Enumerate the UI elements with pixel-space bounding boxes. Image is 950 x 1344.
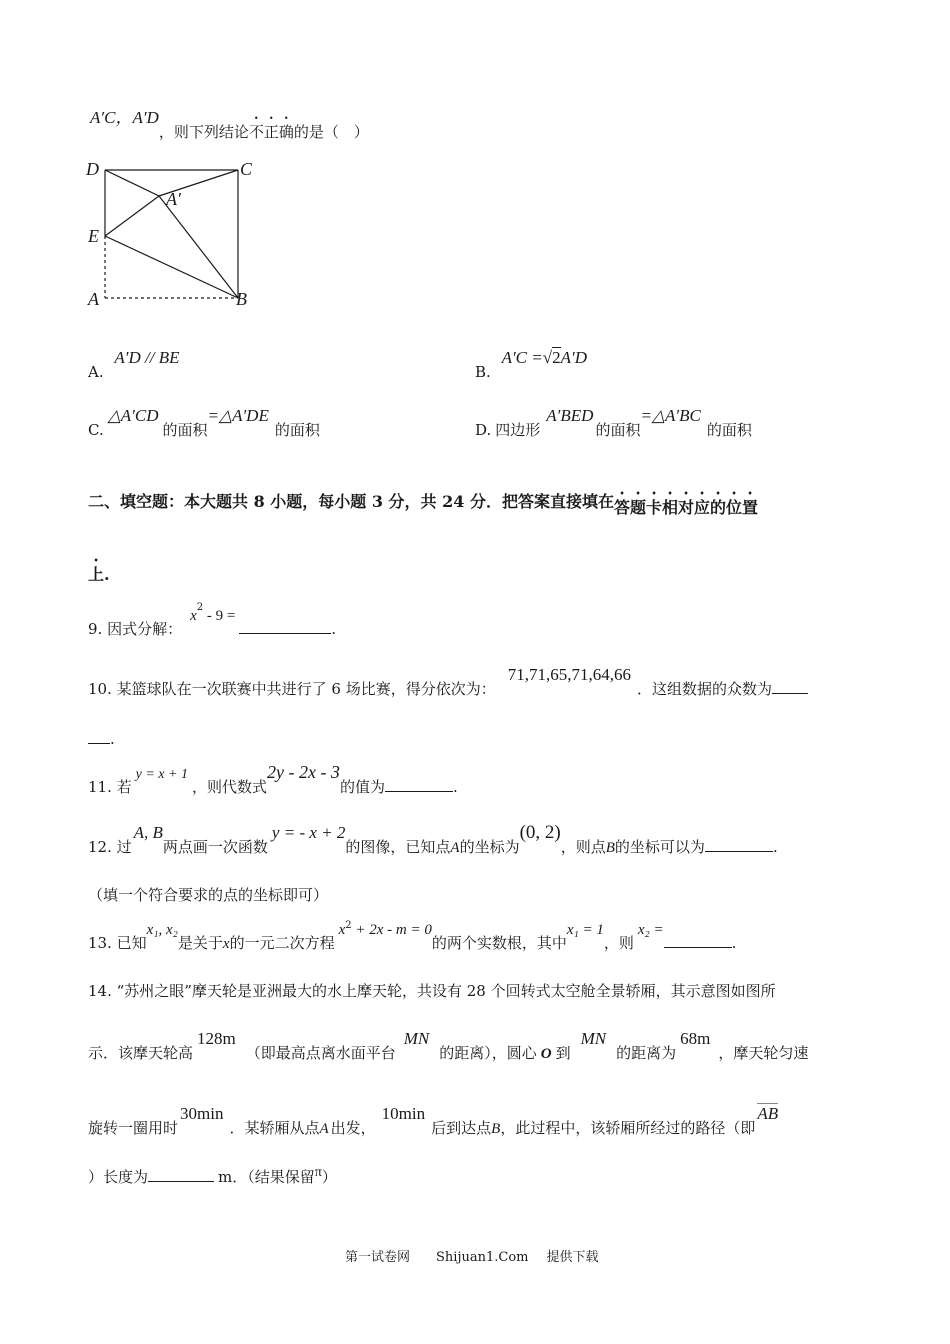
option-d-pre: 四边形 <box>495 421 541 439</box>
option-b-sqrt-sign: √ <box>542 348 553 367</box>
option-b-expr-left: A′C = <box>501 348 543 367</box>
label-a: A <box>88 289 99 309</box>
q14-l3-a: 旋转一圈用时 <box>88 1119 179 1137</box>
q14-mn-2: MN <box>580 1029 607 1048</box>
question-14-line1: 14. “苏州之眼”摩天轮是亚洲最大的水上摩天轮，共设有 28 个回转式太空舱全景轿厢，其示意图如图所 <box>88 982 776 1000</box>
q14-l2-e: 的距离为 <box>616 1044 677 1062</box>
q12-pre: 12. 过 <box>88 838 132 856</box>
q9-end: . <box>331 620 337 638</box>
q12-answer-blank[interactable] <box>705 837 773 852</box>
q13-eq-rest: + 2x - m = 0 <box>351 922 432 938</box>
option-c-end: 的面积 <box>274 421 320 439</box>
section2-emphasis1: 答题卡相对应的位置 <box>613 498 758 517</box>
section2-end: . <box>104 565 110 584</box>
option-d-letter: D. <box>475 421 492 439</box>
label-b: B <box>236 289 247 309</box>
option-c-tri1: △A′CD <box>107 406 159 425</box>
q12-point-b: B <box>605 840 615 856</box>
option-b-letter: B. <box>475 363 491 381</box>
label-c: C <box>240 159 253 179</box>
q12-function: y = - x + 2 <box>271 823 346 842</box>
option-a[interactable] <box>88 348 180 381</box>
q11-end: . <box>452 778 458 796</box>
square-fold-figure <box>80 155 270 315</box>
q9-expr-x: x <box>190 608 197 624</box>
q14-l3-e: ，此过程中，该轿厢所经过的路径（即 <box>500 1119 756 1137</box>
option-c[interactable] <box>88 405 320 439</box>
q14-pi: π <box>314 1165 322 1180</box>
q13-eq-sup: 2 <box>345 920 352 931</box>
option-b[interactable] <box>475 348 587 381</box>
question-12 <box>88 822 778 856</box>
q14-answer-blank[interactable] <box>148 1167 214 1182</box>
section2-line1: 二、填空题：本大题共 8 小题，每小题 3 分，共 24 分．把答案直接填在 <box>88 492 614 511</box>
q14-l2-f: ，摩天轮匀速 <box>718 1044 809 1062</box>
q14-center-o: O <box>540 1046 552 1062</box>
option-b-expr-right: A′D <box>560 348 587 367</box>
q10-answer-blank-2[interactable] <box>88 729 110 744</box>
question-14-line3 <box>88 1103 779 1137</box>
q13-roots: x₁, x₂ <box>146 922 178 938</box>
q12-coord: (0, 2) <box>519 822 561 843</box>
option-a-expr: A′D // BE <box>114 348 180 367</box>
label-a-prime: A′ <box>166 189 181 209</box>
q14-l3-d: 后到达点 <box>431 1119 492 1137</box>
q14-round-time: 30min <box>180 1104 224 1123</box>
question-9 <box>88 602 337 638</box>
option-a-letter: A. <box>88 363 104 381</box>
seg-a-prime-b <box>159 196 238 298</box>
q9-text: 9. 因式分解： <box>88 620 183 638</box>
q14-mn-1: MN <box>403 1029 430 1048</box>
question-10 <box>88 664 808 698</box>
q9-expr-rest: - 9 = <box>203 608 236 624</box>
option-c-letter: C. <box>88 421 104 439</box>
q10-end: . <box>110 730 115 748</box>
q13-var-x: x <box>222 936 230 952</box>
question-10-cont <box>88 729 115 748</box>
q14-l4-b: m．（结果保留 <box>218 1168 315 1186</box>
seg-eb <box>105 236 238 298</box>
q8-stem <box>90 100 369 141</box>
option-d-eq: =△A′BC <box>640 406 701 425</box>
q12-points: A, B <box>133 823 163 842</box>
q14-l4-a: ）长度为 <box>88 1168 149 1186</box>
q13-answer-blank[interactable] <box>664 933 732 948</box>
q14-arc-ab: AB <box>757 1104 779 1123</box>
option-c-eq: =△A′DE <box>207 406 269 425</box>
option-c-mid: 的面积 <box>162 421 208 439</box>
option-d-mid: 的面积 <box>595 421 641 439</box>
question-14-line2 <box>88 1028 809 1062</box>
option-d[interactable] <box>475 405 752 439</box>
seg-a-prime-d <box>105 170 159 196</box>
label-d: D <box>86 159 99 179</box>
q8-math-prefix: A′C，A′D <box>90 108 159 127</box>
q13-x1: x₁ = 1 <box>566 922 604 938</box>
q14-l2-b: （即最高点离水面平台 <box>245 1044 396 1062</box>
q14-l4-c: ） <box>321 1168 337 1186</box>
q10-answer-blank-1[interactable] <box>772 679 808 694</box>
section2-heading-cont <box>88 555 110 585</box>
q9-expr-sup: 2 <box>196 602 204 613</box>
q14-l2-d: 到 <box>555 1044 571 1062</box>
label-e: E <box>88 226 99 246</box>
section2-heading <box>88 482 758 517</box>
q12-t3: 的坐标为 <box>459 838 520 856</box>
q11-answer-blank[interactable] <box>385 777 453 792</box>
q14-point-a: A <box>319 1121 329 1137</box>
question-11 <box>88 762 458 796</box>
q8-text-before: ，则下列结论 <box>158 123 249 141</box>
question-12-note: （填一个符合要求的点的坐标即可） <box>88 886 329 904</box>
q12-t4: ，则点 <box>560 838 606 856</box>
question-13 <box>88 918 737 952</box>
q10-text: 10. 某篮球队在一次联赛中共进行了 6 场比赛，得分依次为： <box>88 680 496 698</box>
q11-pre: 11. 若 <box>88 778 132 796</box>
q14-l3-c: 出发， <box>330 1119 376 1137</box>
q14-l2-c: 的距离），圆心 <box>439 1044 537 1062</box>
q13-t2: 的一元二次方程 <box>229 934 335 952</box>
q11-expression: 2y - 2x - 3 <box>266 762 340 782</box>
section2-emphasis2: 上 <box>88 565 105 584</box>
q9-answer-blank[interactable] <box>239 619 331 634</box>
q13-eq-x: x <box>338 922 346 938</box>
q14-point-b: B <box>491 1121 501 1137</box>
q14-travel-time: 10min <box>381 1104 426 1123</box>
q10-after: ．这组数据的众数为 <box>636 680 772 698</box>
q14-l3-b: ．某轿厢从点 <box>229 1119 320 1137</box>
question-14-line4 <box>88 1160 337 1186</box>
q8-text-after: 的是（ ） <box>293 123 369 141</box>
q14-distance: 68m <box>680 1029 711 1048</box>
q12-point-a: A <box>450 840 460 856</box>
q12-t2: 的图像，已知点 <box>345 838 451 856</box>
q13-pre: 13. 已知 <box>88 934 147 952</box>
q13-t3: 的两个实数根，其中 <box>431 934 567 952</box>
q12-t1: 两点画一次函数 <box>162 838 268 856</box>
q11-mid: ，则代数式 <box>191 778 267 796</box>
q11-after: 的值为 <box>339 778 385 796</box>
q14-l2-a: 示．该摩天轮高 <box>88 1044 194 1062</box>
q12-t5: 的坐标可以为 <box>614 838 705 856</box>
q8-emphasis: 不正确 <box>248 123 294 141</box>
q12-end: . <box>772 838 778 856</box>
q10-scores: 71,71,65,71,64,66 <box>507 665 631 684</box>
footer-mid: Shijuan1.Com <box>436 1250 529 1265</box>
option-b-sqrt-radicand: 2 <box>552 348 561 367</box>
q13-t1: 是关于 <box>177 934 223 952</box>
q14-height: 128m <box>197 1029 236 1048</box>
q13-x2: x₂ = <box>637 922 664 938</box>
q11-condition: y = x + 1 <box>135 767 188 782</box>
seg-ea-prime <box>105 196 159 236</box>
option-d-end: 的面积 <box>706 421 752 439</box>
option-d-quad: A′BED <box>546 406 594 425</box>
footer-right: 提供下载 <box>546 1250 599 1265</box>
page-footer <box>345 1246 599 1265</box>
footer-left: 第一试卷网 <box>345 1250 411 1265</box>
q13-end: . <box>731 934 737 952</box>
q13-t4: ，则 <box>603 934 634 952</box>
